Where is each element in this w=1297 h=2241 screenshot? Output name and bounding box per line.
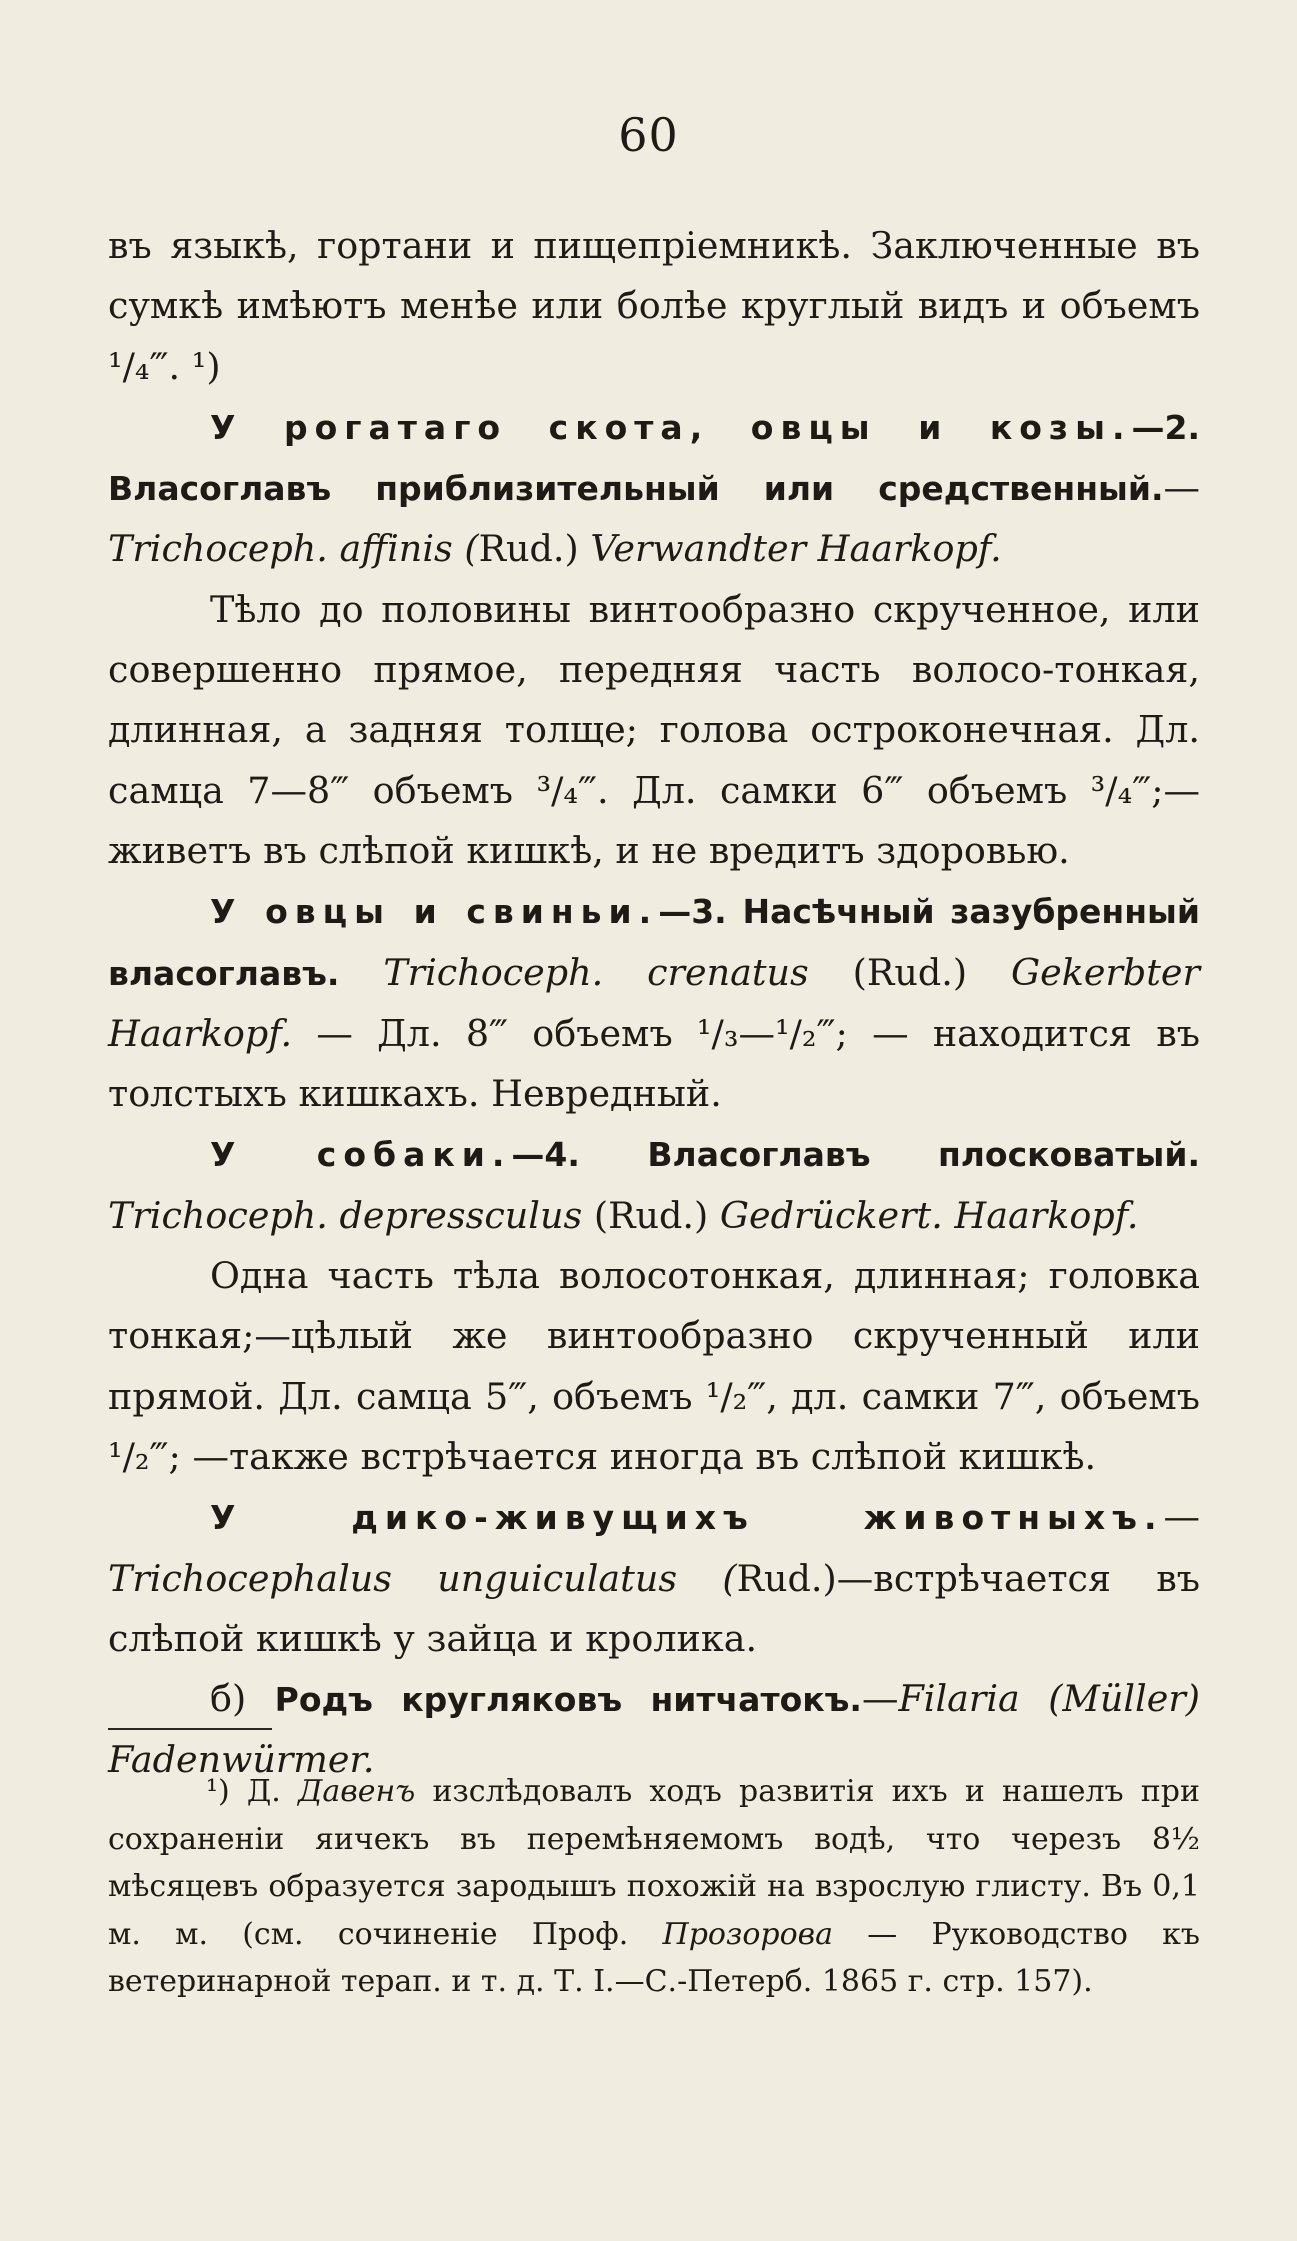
footnote-text: Д. [246,1774,281,1809]
page-number: 60 [618,108,679,162]
species-title: Власоглавъ приблизительный или средственный. [108,469,1164,509]
author-abbrev: Rud.) [736,1556,837,1600]
species-title: Власоглавъ плосковатый. [647,1135,1200,1175]
latin-name: Trichoceph. depressculus [108,1193,583,1237]
footnote-text: изслѣдовалъ ходъ развитія ихъ и нашелъ при сохраненіи яичекъ въ перемѣняемомъ водѣ, что черезъ 8½ мѣсяцевъ образуется зародышъ похожій на взрослую глисту. Въ 0,1 м. м. (см. сочиненіе Проф. [108,1774,1200,1952]
paragraph-1: въ языкѣ, гортани и пищепріемникѣ. Заключенные въ сумкѣ имѣютъ менѣе или болѣе круглый видъ и объемъ ¹/₄‴. ¹) [108,224,1200,388]
paragraph-5 [108,1124,1200,1246]
species-title: Насѣчный зазубренный власоглавъ. [108,892,1200,993]
host-heading: У дико-живущихъ животныхъ. [210,1498,1164,1538]
footnote [108,1768,1200,2006]
paragraph-6: Одна часть тѣла волосотонкая, длинная; головка тонкая;—цѣлый же винтообразно скрученный или прямой. Дл. самца 5‴, объемъ ¹/₂‴, дл. самки 7‴, объемъ ¹/₂‴; —также встрѣчается иногда въ слѣпой кишкѣ. [108,1254,1200,1478]
paragraph-7 [108,1487,1200,1669]
footnote-author: Прозорова [662,1916,834,1952]
host-heading: У овцы и свиньи. [210,892,659,932]
paragraph-3: Тѣло до половины винтообразно скрученное, или совершенно прямое, передняя часть волосо-тонкая, длинная, а задняя толще; голова остроконечная. Дл. самца 7—8‴ объемъ ³/₄‴. Дл. самки 6‴ объемъ ³/₄‴;—живетъ въ слѣпой кишкѣ, и не вредитъ здоровью. [108,587,1200,872]
host-heading: У рогатаго скота, овцы и козы. [210,407,1132,447]
latin-genus: Filaria [898,1677,1020,1721]
german-name: Verwandter Haarkopf. [590,527,1002,571]
latin-name: Trichoceph. crenatus [383,950,809,994]
footnote-author: Давенъ [298,1774,416,1809]
dash: — [1163,466,1200,510]
paragraph-4 [108,881,1200,1124]
footnote-divider [108,1728,272,1730]
latin-name: Trichoceph. affinis ( [108,527,479,571]
german-name: Gedrückert. Haarkopf. [719,1193,1139,1237]
dash: — [861,1677,899,1721]
footnote-text: — Руководство къ ветеринарной терап. и т. д. Т. I.—С.-Петерб. 1865 г. стр. 157). [108,1916,1200,2000]
host-heading: У собаки. [210,1135,512,1175]
german-name: Gekerbter Haarkopf. [108,950,1200,1055]
paragraph-2 [108,397,1200,580]
footnote-mark: ¹) [206,1774,230,1809]
author-name: (Müller) [1048,1677,1201,1721]
author-abbrev: (Rud.) [852,950,968,994]
main-text [108,216,1200,1791]
section-letter: б) [210,1677,247,1721]
paragraph-rest: —встрѣчается въ слѣпой кишкѣ у зайца и кролика. [108,1556,1200,1660]
german-name: Fadenwürmer. [108,1738,375,1782]
dash: — [1163,1495,1200,1539]
species-number: —3. [658,892,727,932]
latin-name: Trichocephalus unguiculatus ( [108,1556,737,1600]
author-abbrev: Rud.) [478,527,579,571]
author-abbrev: (Rud.) [593,1193,709,1237]
species-number: —4. [511,1135,580,1175]
genus-title: Родъ кругляковъ нитчатокъ. [274,1680,862,1720]
paragraph-rest: — Дл. 8‴ объемъ ¹/₃—¹/₂‴; — находится въ толстыхъ кишкахъ. Невредный. [108,1011,1200,1116]
species-number: —2. [1131,407,1200,447]
